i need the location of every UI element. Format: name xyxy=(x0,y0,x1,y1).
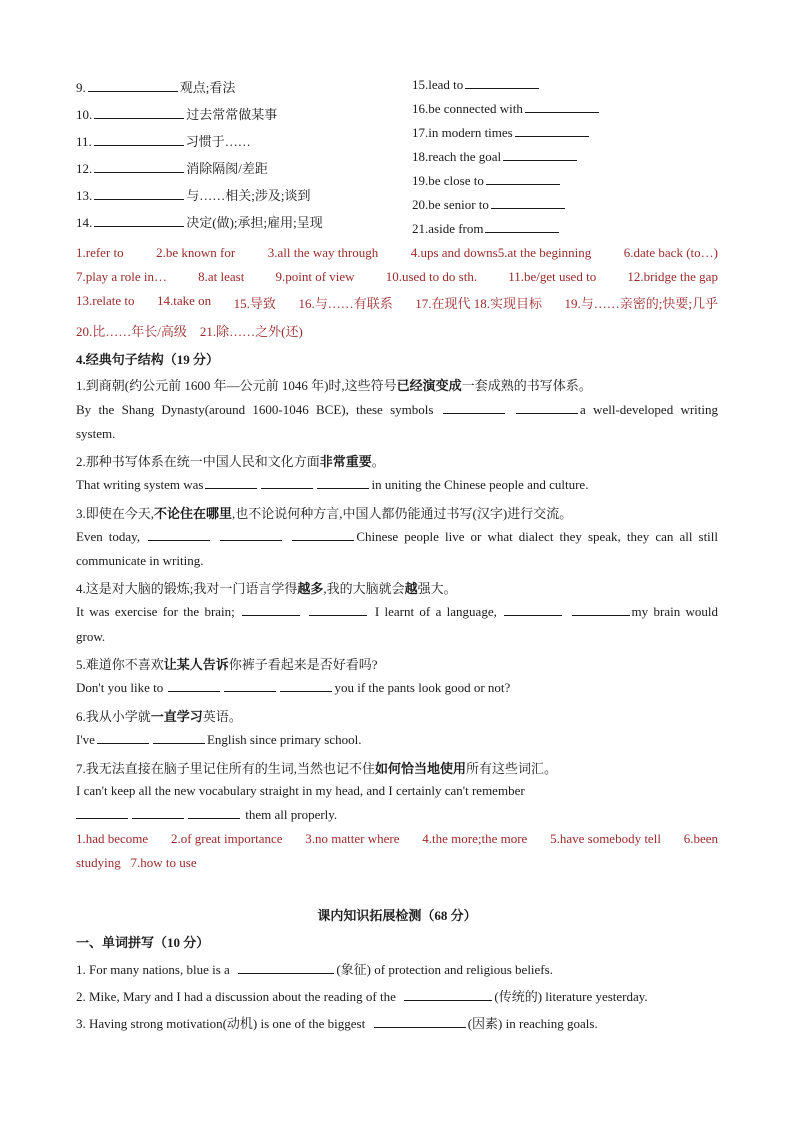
part-1-title: 一、单词拼写（10 分） xyxy=(76,935,210,950)
sentence-5-cn: 5.难道你不喜欢让某人告诉你裤子看起来是否好看吗? xyxy=(76,657,378,672)
sentence-7-en: I can't keep all the new vocabulary straight in my head, and I certainly can't remember xyxy=(76,783,525,798)
spelling-item-3: 3. Having strong motivation(动机) is one of the biggest (因素) in reaching goals. xyxy=(76,1016,598,1031)
sentence-1-en: By the Shang Dynasty(around 1600-1046 BCE), these symbols a well-developed writing xyxy=(76,402,719,417)
vocab-item-9: 9. 观点;看法 xyxy=(76,80,236,95)
sentence-3-cn: 3.即使在今天,不论住在哪里,也不论说何种方言,中国人都仍能通过书写(汉字)进行交流。 xyxy=(76,506,573,521)
sentence-1-cn: 1.到商朝(约公元前 1600 年—公元前 1046 年)时,这些符号已经演变成一套成熟的书写体系。 xyxy=(76,378,592,393)
vocab-item-12: 12. 消除隔阂/差距 xyxy=(76,161,268,176)
sentence-6-en: I've English since primary school. xyxy=(76,732,362,747)
vocab-answers-row: 13.relate to 14.take on 15.导致 16.与……有联系 17.在现代 18.实现目标 19.与……亲密的;快要;几乎 xyxy=(76,293,718,311)
vocab-item-16: 16.be connected with xyxy=(412,101,601,117)
vocab-item-20: 20.be senior to xyxy=(412,197,567,213)
vocab-item-19: 19.be close to xyxy=(412,173,562,189)
vocab-item-18: 18.reach the goal xyxy=(412,149,579,165)
vocab-item-15: 15.lead to xyxy=(412,77,541,93)
section-title: 课内知识拓展检测（68 分） xyxy=(317,908,477,923)
spelling-item-1: 1. For many nations, blue is a (象征) of protection and religious beliefs. xyxy=(76,962,553,977)
sentence-2-en: That writing system was in uniting the Chinese people and culture. xyxy=(76,477,589,492)
sentence-answers-row: 1.had become 2.of great importance 3.no matter where 4.the more;the more 5.have somebody tell 6.been xyxy=(76,831,718,846)
sentence-4-cn: 4.这是对大脑的锻炼;我对一门语言学得越多,我的大脑就会越强大。 xyxy=(76,581,457,596)
sentence-7-cn: 7.我无法直接在脑子里记住所有的生词,当然也记不住如何恰当地使用所有这些词汇。 xyxy=(76,761,558,776)
sentence-2-cn: 2.那种书写体系在统一中国人民和文化方面非常重要。 xyxy=(76,454,385,469)
vocab-item-10: 10. 过去常常做某事 xyxy=(76,107,278,122)
sentence-3-en-cont: communicate in writing. xyxy=(76,553,204,568)
vocab-answers-row: 20.比……年长/高级 21.除……之外(还) xyxy=(76,324,303,339)
sentence-5-en: Don't you like to you if the pants look good or not? xyxy=(76,680,511,695)
section-4-title: 4.经典句子结构（19 分） xyxy=(76,352,220,367)
vocab-item-13: 13. 与……相关;涉及;谈到 xyxy=(76,188,311,203)
sentence-answers-row: studying 7.how to use xyxy=(76,855,197,870)
vocab-answers-row: 1.refer to 2.be known for 3.all the way through 4.ups and downs5.at the beginning 6.date back (to…) xyxy=(76,245,718,260)
vocab-item-17: 17.in modern times xyxy=(412,125,591,141)
sentence-4-en: It was exercise for the brain; I learnt of a language, my brain would xyxy=(76,604,719,619)
spelling-item-2: 2. Mike, Mary and I had a discussion about the reading of the (传统的) literature yesterday. xyxy=(76,989,648,1004)
vocab-item-11: 11. 习惯于…… xyxy=(76,134,251,149)
vocab-item-14: 14. 决定(做);承担;雇用;呈现 xyxy=(76,215,323,230)
sentence-3-en: Even today, Chinese people live or what dialect they speak, they can all still xyxy=(76,529,719,544)
sentence-4-en-cont: grow. xyxy=(76,629,106,644)
sentence-1-en-cont: system. xyxy=(76,426,116,441)
vocab-item-21: 21.aside from xyxy=(412,221,561,237)
sentence-7-en-cont: them all properly. xyxy=(76,807,337,823)
vocab-answers-row: 7.play a role in… 8.at least 9.point of view 10.used to do sth. 11.be/get used to 12.bridge the gap xyxy=(76,269,718,284)
sentence-6-cn: 6.我从小学就一直学习英语。 xyxy=(76,709,242,724)
